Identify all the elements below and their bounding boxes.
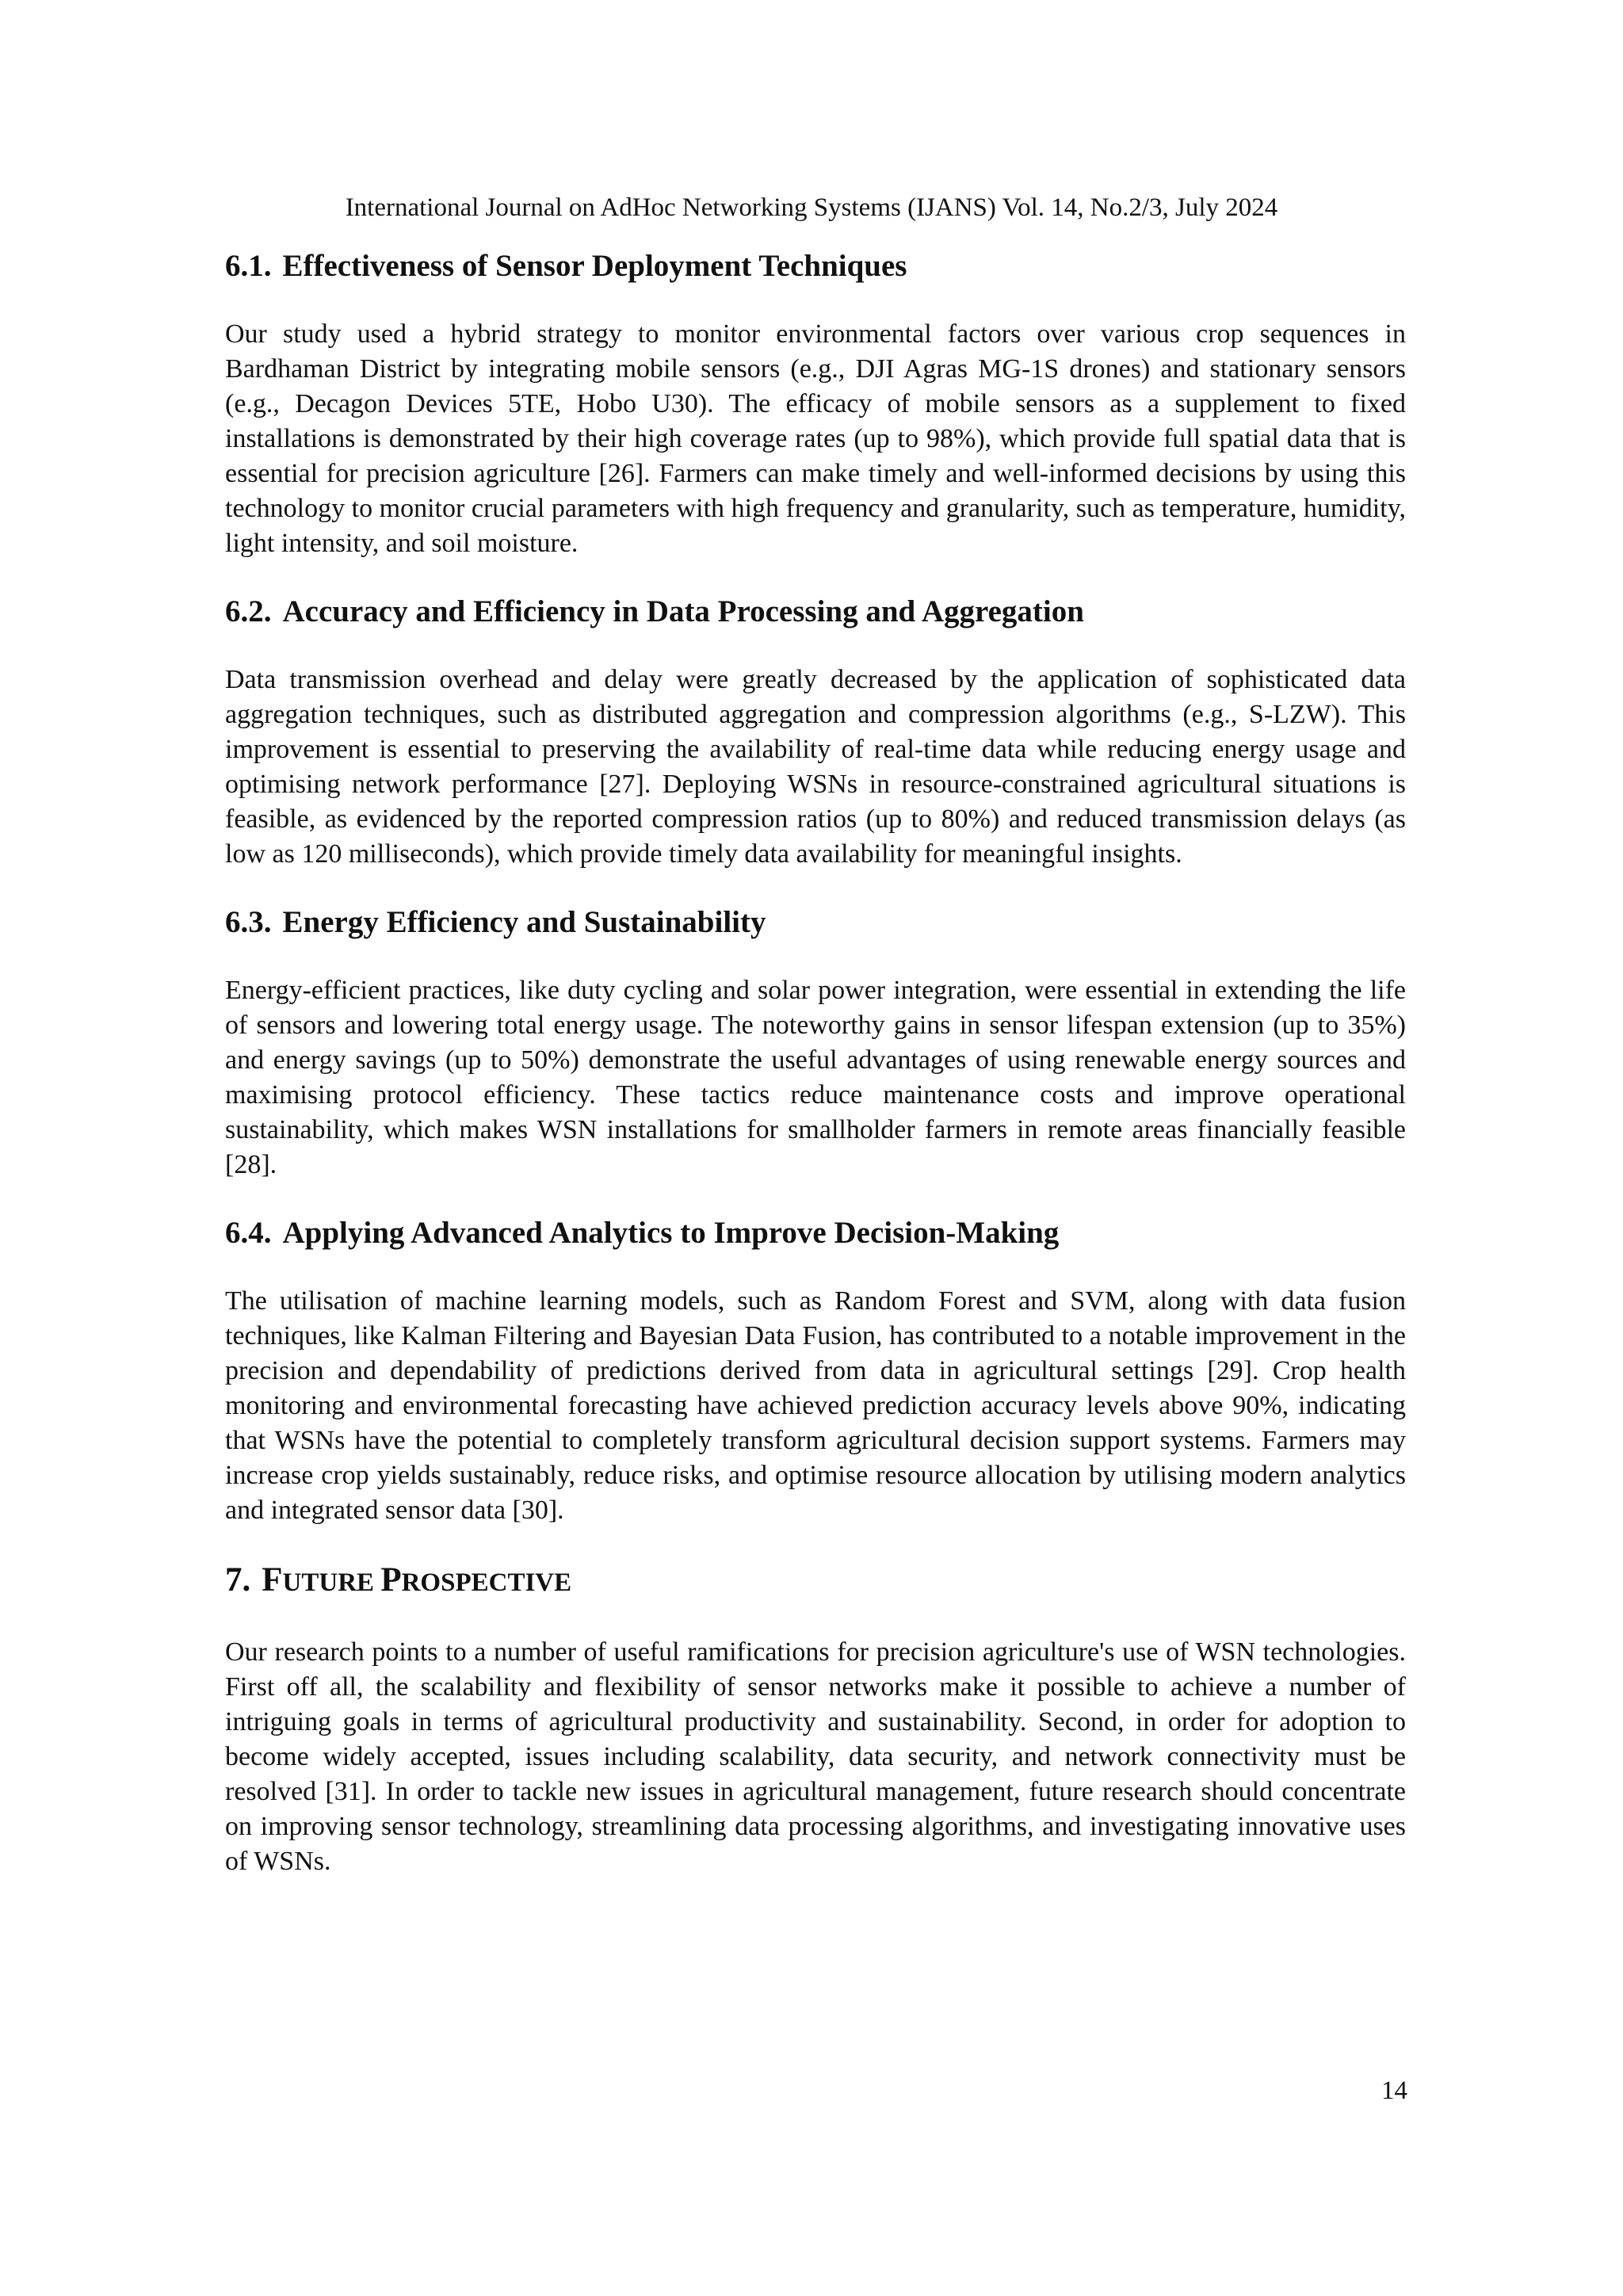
section-paragraph: The utilisation of machine learning models, such as Random Forest and SVM, along with data fusion techniques, like Kalman Filtering and Bayesian Data Fusion, has contributed to a notable improvement in the precision and dependability of predictions derived from data in agricultural settings [29]. Crop health monitoring and environmental forecasting have achieved prediction accuracy levels above 90%, indicating that WSNs have the potential to completely transform agricultural decision support systems. Farmers may increase crop yields sustainably, reduce risks, and optimise resource allocation by utilising modern analytics and integrated sensor data [30]. xyxy=(225,1286,1406,1525)
section-6-2 xyxy=(225,593,1406,872)
section-paragraph: Energy-efficient practices, like duty cycling and solar power integration, were essential in extending the life of sensors and lowering total energy usage. The noteworthy gains in sensor lifespan extension (up to 35%) and energy savings (up to 50%) demonstrate the useful advantages of using renewable energy sources and maximising protocol efficiency. These tactics reduce maintenance costs and improve operational sustainability, which makes WSN installations for smallholder farmers in remote areas financially feasible [28]. xyxy=(225,976,1406,1179)
section-title-smallcaps: ROSPECTIVE xyxy=(401,1568,572,1597)
section-number: 6.1. xyxy=(225,249,272,283)
section-heading xyxy=(225,904,1406,942)
section-number: 6.4. xyxy=(225,1216,272,1250)
section-title: Applying Advanced Analytics to Improve Decision-Making xyxy=(282,1216,1060,1250)
page-number: 14 xyxy=(1381,2076,1407,2105)
section-paragraph: Our research points to a number of useful ramifications for precision agriculture's use of WSN technologies. First off all, the scalability and flexibility of sensor networks make it possible to achieve a number of intriguing goals in terms of agricultural productivity and sustainability. Second, in order for adoption to become widely accepted, issues including scalability, data security, and network connectivity must be resolved [31]. In order to tackle new issues in agricultural management, future research should concentrate on improving sensor technology, streamlining data processing algorithms, and investigating innovative uses of WSNs. xyxy=(225,1637,1406,1876)
section-7 xyxy=(225,1560,1406,1879)
section-paragraph: Data transmission overhead and delay were greatly decreased by the application of sophisticated data aggregation techniques, such as distributed aggregation and compression algorithms (e.g., S-LZW). This improvement is essential to preserving the availability of real-time data while reducing energy usage and optimising network performance [27]. Deploying WSNs in resource-constrained agricultural situations is feasible, as evidenced by the reported compression ratios (up to 80%) and reduced transmission delays (as low as 120 milliseconds), which provide timely data availability for meaningful insights. xyxy=(225,665,1406,869)
article-body xyxy=(225,247,1406,1911)
section-6-4 xyxy=(225,1214,1406,1528)
section-heading xyxy=(225,1214,1406,1252)
section-heading xyxy=(225,247,1406,285)
section-title: Energy Efficiency and Sustainability xyxy=(282,905,766,939)
section-title: Accuracy and Efficiency in Data Processing and Aggregation xyxy=(282,594,1084,628)
section-6-1 xyxy=(225,247,1406,561)
section-6-3 xyxy=(225,904,1406,1182)
section-title-initial: P xyxy=(380,1561,402,1599)
section-heading xyxy=(225,1560,1406,1603)
section-paragraph: Our study used a hybrid strategy to monitor environmental factors over various crop sequences in Bardhaman District by integrating mobile sensors (e.g., DJI Agras MG-1S drones) and stationary sensors (e.g., Decagon Devices 5TE, Hobo U30). The efficacy of mobile sensors as a supplement to fixed installations is demonstrated by their high coverage rates (up to 98%), which provide full spatial data that is essential for precision agriculture [26]. Farmers can make timely and well-informed decisions by using this technology to monitor crucial parameters with high frequency and granularity, such as temperature, humidity, light intensity, and soil moisture. xyxy=(225,319,1406,558)
section-number: 7. xyxy=(225,1561,251,1599)
section-title: Effectiveness of Sensor Deployment Techniques xyxy=(282,249,907,283)
section-title-initial: F xyxy=(262,1561,283,1599)
section-title-smallcaps: UTURE xyxy=(282,1568,381,1597)
section-number: 6.3. xyxy=(225,905,272,939)
section-heading xyxy=(225,593,1406,631)
section-number: 6.2. xyxy=(225,594,272,628)
running-header: International Journal on AdHoc Networking Systems (IJANS) Vol. 14, No.2/3, July 2024 xyxy=(345,193,1278,222)
